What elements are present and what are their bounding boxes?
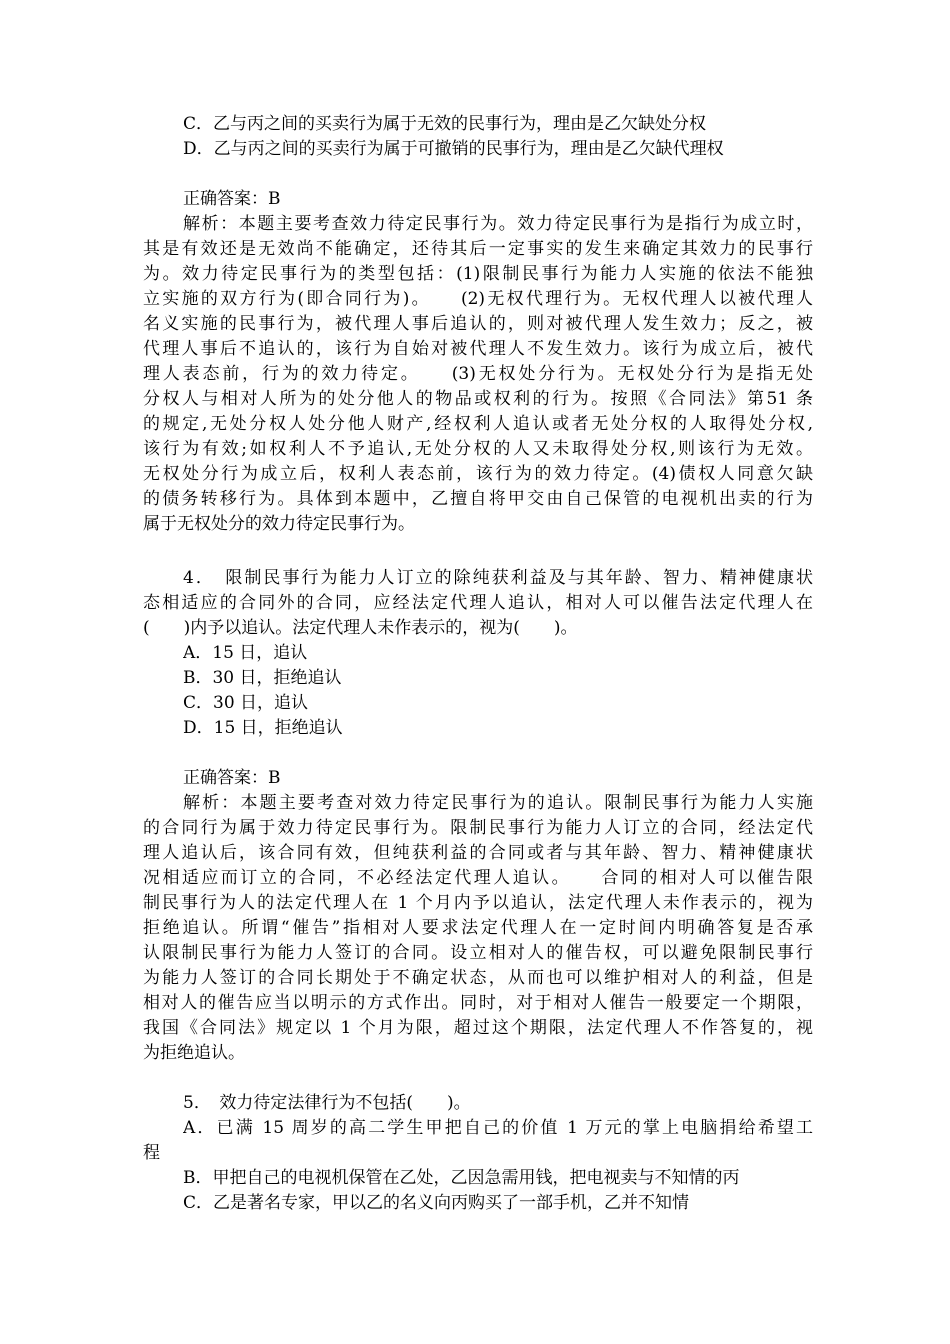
q4-explanation-line: 相对人的催告应当以明示的方式作出。同时，对于相对人催告一般要定一个期限，	[143, 993, 813, 1013]
q4-explanation-line: 拒绝追认。所谓“催告”指相对人要求法定代理人在一定时间内明确答复是否承	[143, 918, 813, 938]
q4-answer: 正确答案：B	[183, 768, 281, 788]
q4-explanation-line: 况相适应而订立的合同，不必经法定代理人追认。 合同的相对人可以催告限	[143, 868, 813, 888]
q3-explanation-line: 名义实施的民事行为，被代理人事后追认的，则对被代理人发生效力；反之，被	[143, 314, 813, 334]
q3-explanation-line: 分权人与相对人所为的处分他人的物品或权利的行为。按照《合同法》第51 条	[143, 389, 813, 409]
q3-explanation-line: 的规定,无处分权人处分他人财产,经权利人追认或者无处分权的人取得处分权,	[143, 414, 813, 434]
q4-explanation-line: 制民事行为人的法定代理人在 1 个月内予以追认，法定代理人未作表示的，视为	[143, 893, 813, 913]
q3-explanation-line: 立实施的双方行为(即合同行为)。 (2)无权代理行为。无权代理人以被代理人	[143, 289, 813, 309]
q4-explanation-line: 解析：本题主要考查对效力待定民事行为的追认。限制民事行为能力人实施	[183, 793, 813, 813]
q5-option-c: C．乙是著名专家，甲以乙的名义向丙购买了一部手机，乙并不知情	[183, 1193, 690, 1213]
q3-explanation-line: 无权处分行为成立后，权利人表态前，该行为的效力待定。(4)债权人同意欠缺	[143, 464, 813, 484]
q4-explanation-line: 我国《合同法》规定以 1 个月为限，超过这个期限，法定代理人不作答复的，视	[143, 1018, 813, 1038]
q4-explanation-line: 认限制民事行为能力人签订的合同。设立相对人的催告权，可以避免限制民事行	[143, 943, 813, 963]
q3-explanation-line: 属于无权处分的效力待定民事行为。	[143, 514, 415, 534]
q4-explanation-line: 理人追认后，该合同有效，但纯获利益的合同或者与其年龄、智力、精神健康状	[143, 843, 813, 863]
q4-explanation-line: 为拒绝追认。	[143, 1043, 245, 1063]
q4-option-d: D．15 日，拒绝追认	[183, 718, 343, 738]
q4-option-a: A．15 日，追认	[183, 643, 308, 663]
q3-explanation-line: 其是有效还是无效尚不能确定，还待其后一定事实的发生来确定其效力的民事行	[143, 239, 813, 259]
q3-option-c: C．乙与丙之间的买卖行为属于无效的民事行为，理由是乙欠缺处分权	[183, 114, 707, 134]
q3-option-d: D．乙与丙之间的买卖行为属于可撤销的民事行为，理由是乙欠缺代理权	[183, 139, 724, 159]
q3-explanation-line: 解析：本题主要考查效力待定民事行为。效力待定民事行为是指行为成立时，	[183, 214, 813, 234]
q3-explanation-line: 该行为有效;如权利人不予追认,无处分权的人又未取得处分权,则该行为无效。	[143, 439, 813, 459]
q3-explanation-line: 为。效力待定民事行为的类型包括：(1)限制民事行为能力人实施的依法不能独	[143, 264, 813, 284]
q5-option-a-line: 程	[143, 1143, 160, 1163]
q3-explanation-line: 理人表态前，行为的效力待定。 (3)无权处分行为。无权处分行为是指无处	[143, 364, 813, 384]
q4-stem-line: 态相适应的合同外的合同，应经法定代理人追认，相对人可以催告法定代理人在	[143, 593, 813, 613]
q3-explanation-line: 的债务转移行为。具体到本题中，乙擅自将甲交由自己保管的电视机出卖的行为	[143, 489, 813, 509]
q4-stem-line: ( )内予以追认。法定代理人未作表示的，视为( )。	[143, 618, 578, 638]
q5-option-a-line: A．已满 15 周岁的高二学生甲把自己的价值 1 万元的掌上电脑捐给希望工	[183, 1118, 813, 1138]
q5-stem: 5． 效力待定法律行为不包括( )。	[183, 1093, 471, 1113]
q3-explanation-line: 代理人事后不追认的，该行为自始对被代理人不发生效力。该行为成立后，被代	[143, 339, 813, 359]
q4-option-c: C．30 日，追认	[183, 693, 309, 713]
q4-stem-line: 4． 限制民事行为能力人订立的除纯获利益及与其年龄、智力、精神健康状	[183, 568, 813, 588]
q5-option-b: B．甲把自己的电视机保管在乙处，乙因急需用钱，把电视卖与不知情的丙	[183, 1168, 740, 1188]
q3-answer: 正确答案：B	[183, 189, 281, 209]
q4-explanation-line: 为能力人签订的合同长期处于不确定状态，从而也可以维护相对人的利益，但是	[143, 968, 813, 988]
q4-option-b: B．30 日，拒绝追认	[183, 668, 342, 688]
q4-explanation-line: 的合同行为属于效力待定民事行为。限制民事行为能力人订立的合同，经法定代	[143, 818, 813, 838]
